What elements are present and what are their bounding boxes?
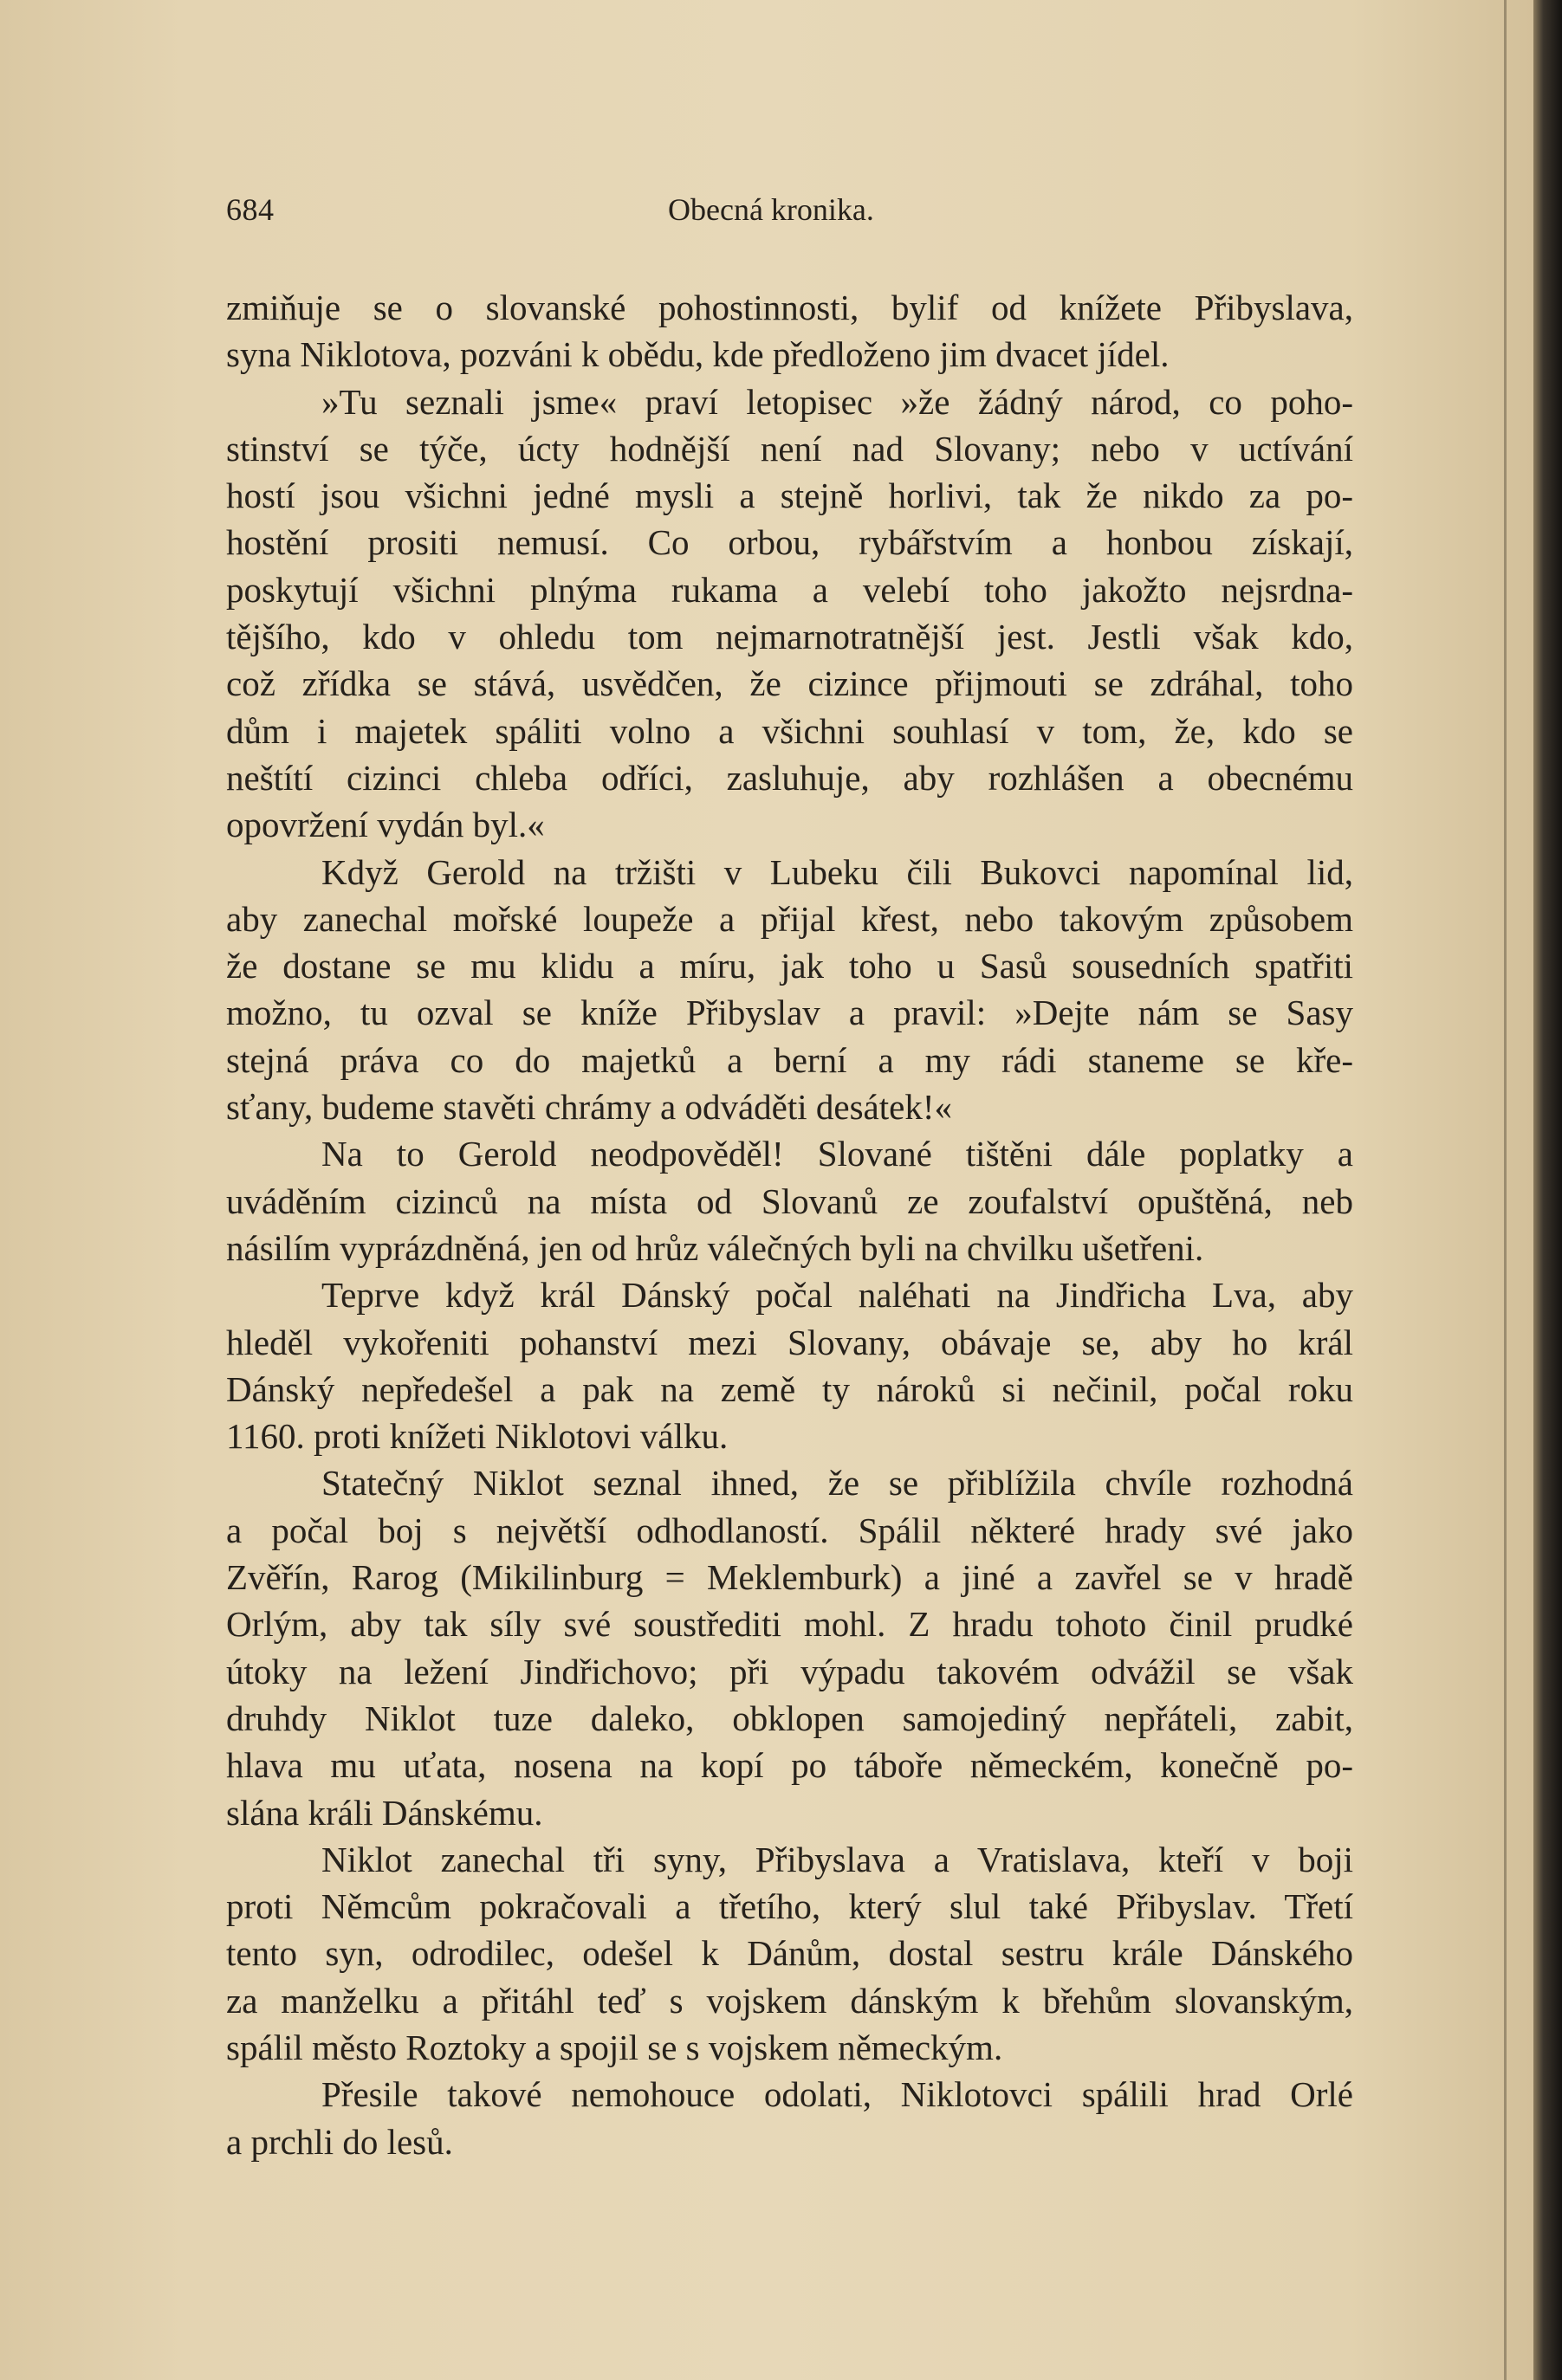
text-line: sťany, budeme stavěti chrámy a odváděti desátek!« — [226, 1087, 952, 1128]
text-line: Statečný Niklot seznal ihned, že se přiblížila chvíle rozhodná — [321, 1463, 1353, 1504]
text-line: spálil město Roztoky a spojil se s vojskem německým. — [226, 2027, 1003, 2067]
text-line: Teprve když král Dánský počal naléhati na Jindřicha Lva, aby — [321, 1275, 1353, 1316]
paragraph — [226, 284, 1353, 378]
running-title: Obecná kronika. — [668, 192, 874, 227]
text-line: neštítí cizinci chleba odříci, zasluhuje, aby rozhlášen a obecnému — [226, 757, 1353, 798]
text-line: Niklot zanechal tři syny, Přibyslava a Vratislava, kteří v boji — [321, 1839, 1353, 1879]
page-header — [226, 191, 1353, 235]
text-line: tento syn, odrodilec, odešel k Dánům, dostal sestru krále Dánského — [226, 1933, 1353, 1974]
text-line: tějšího, kdo v ohledu tom nejmarnotratnější jest. Jestli však kdo, — [226, 617, 1353, 657]
text-line: druhdy Niklot tuze daleko, obklopen samojediný nepřáteli, zabit, — [226, 1698, 1353, 1738]
paragraph — [226, 2071, 1353, 2165]
text-line: uváděním cizinců na místa od Slovanů ze zoufalství opuštěná, neb — [226, 1180, 1353, 1221]
text-line: Zvěřín, Rarog (Mikilinburg = Meklemburk) a jiné a zavřel se v hradě — [226, 1557, 1353, 1598]
text-line: slána králi Dánskému. — [226, 1792, 543, 1833]
book-spine-shadow — [1533, 0, 1562, 2380]
text-line: Přesile takové nemohouce odolati, Niklotovci spálili hrad Orlé — [321, 2074, 1353, 2115]
text-line: Když Gerold na tržišti v Lubeku čili Bukovci napomínal lid, — [321, 851, 1353, 892]
text-line: aby zanechal mořské loupeže a přijal křest, nebo takovým způsobem — [226, 898, 1353, 939]
page-edge-line — [1504, 0, 1507, 2380]
text-line: a počal boj s největší odhodlaností. Spálil některé hrady své jako — [226, 1510, 1353, 1550]
paragraph — [226, 378, 1353, 849]
text-line: možno, tu ozval se kníže Přibyslav a pravil: »Dejte nám se Sasy — [226, 993, 1353, 1033]
text-line: zmiňuje se o slovanské pohostinnosti, bylif od knížete Přibyslava, — [226, 288, 1353, 327]
page-number: 684 — [226, 192, 275, 227]
text-line: stejná práva co do majetků a berní a my rádi staneme se kře- — [226, 1039, 1353, 1080]
text-line: a prchli do lesů. — [226, 2121, 453, 2162]
text-line: dům i majetek spáliti volno a všichni souhlasí v tom, že, kdo se — [226, 710, 1353, 751]
paragraph — [226, 1271, 1353, 1459]
text-line: 1160. proti knížeti Niklotovi válku. — [226, 1416, 729, 1457]
text-line: Na to Gerold neodpověděl! Slované tištěni dále poplatky a — [321, 1134, 1353, 1174]
paragraph — [226, 1836, 1353, 2071]
text-line: hostí jsou všichni jedné mysli a stejně horlivi, tak že nikdo za po- — [226, 475, 1353, 516]
text-line: opovržení vydán byl.« — [226, 805, 545, 845]
text-line: poskytují všichni plnýma rukama a velebí toho jakožto nejsrdna- — [226, 569, 1353, 610]
text-line: což zřídka se stává, usvědčen, že cizince přijmouti se zdráhal, toho — [226, 663, 1353, 704]
text-line: hostění prositi nemusí. Co orbou, rybářstvím a honbou získají, — [226, 522, 1353, 563]
paragraph — [226, 1130, 1353, 1271]
text-line: stinství se týče, úcty hodnější není nad Slovany; nebo v uctívání — [226, 428, 1353, 469]
body-text — [226, 284, 1353, 2165]
text-line: útoky na ležení Jindřichovo; při výpadu takovém odvážil se však — [226, 1651, 1353, 1691]
paragraph — [226, 849, 1353, 1131]
text-line: syna Niklotova, pozváni k obědu, kde předloženo jim dvacet jídel. — [226, 334, 1170, 375]
text-line: hlava mu uťata, nosena na kopí po táboře německém, konečně po- — [226, 1745, 1353, 1786]
text-line: Dánský nepředešel a pak na země ty nároků si nečinil, počal roku — [226, 1368, 1353, 1409]
text-line: hleděl vykořeniti pohanství mezi Slovany, obávaje se, aby ho král — [226, 1322, 1353, 1362]
text-line: za manželku a přitáhl teď s vojskem dánským k břehům slovanským, — [226, 1980, 1353, 2021]
text-line: násilím vyprázdněná, jen od hrůz válečných byli na chvilku ušetřeni. — [226, 1227, 1204, 1268]
text-line: Orlým, aby tak síly své soustřediti mohl. Z hradu tohoto činil prudké — [226, 1604, 1353, 1645]
paragraph — [226, 1459, 1353, 1835]
text-line: »Tu seznali jsme« praví letopisec »že žádný národ, co poho- — [321, 381, 1353, 422]
text-line: proti Němcům pokračovali a třetího, který slul také Přibyslav. Třetí — [226, 1886, 1353, 1927]
text-line: že dostane se mu klidu a míru, jak toho u Sasů sousedních spatřiti — [226, 946, 1353, 986]
